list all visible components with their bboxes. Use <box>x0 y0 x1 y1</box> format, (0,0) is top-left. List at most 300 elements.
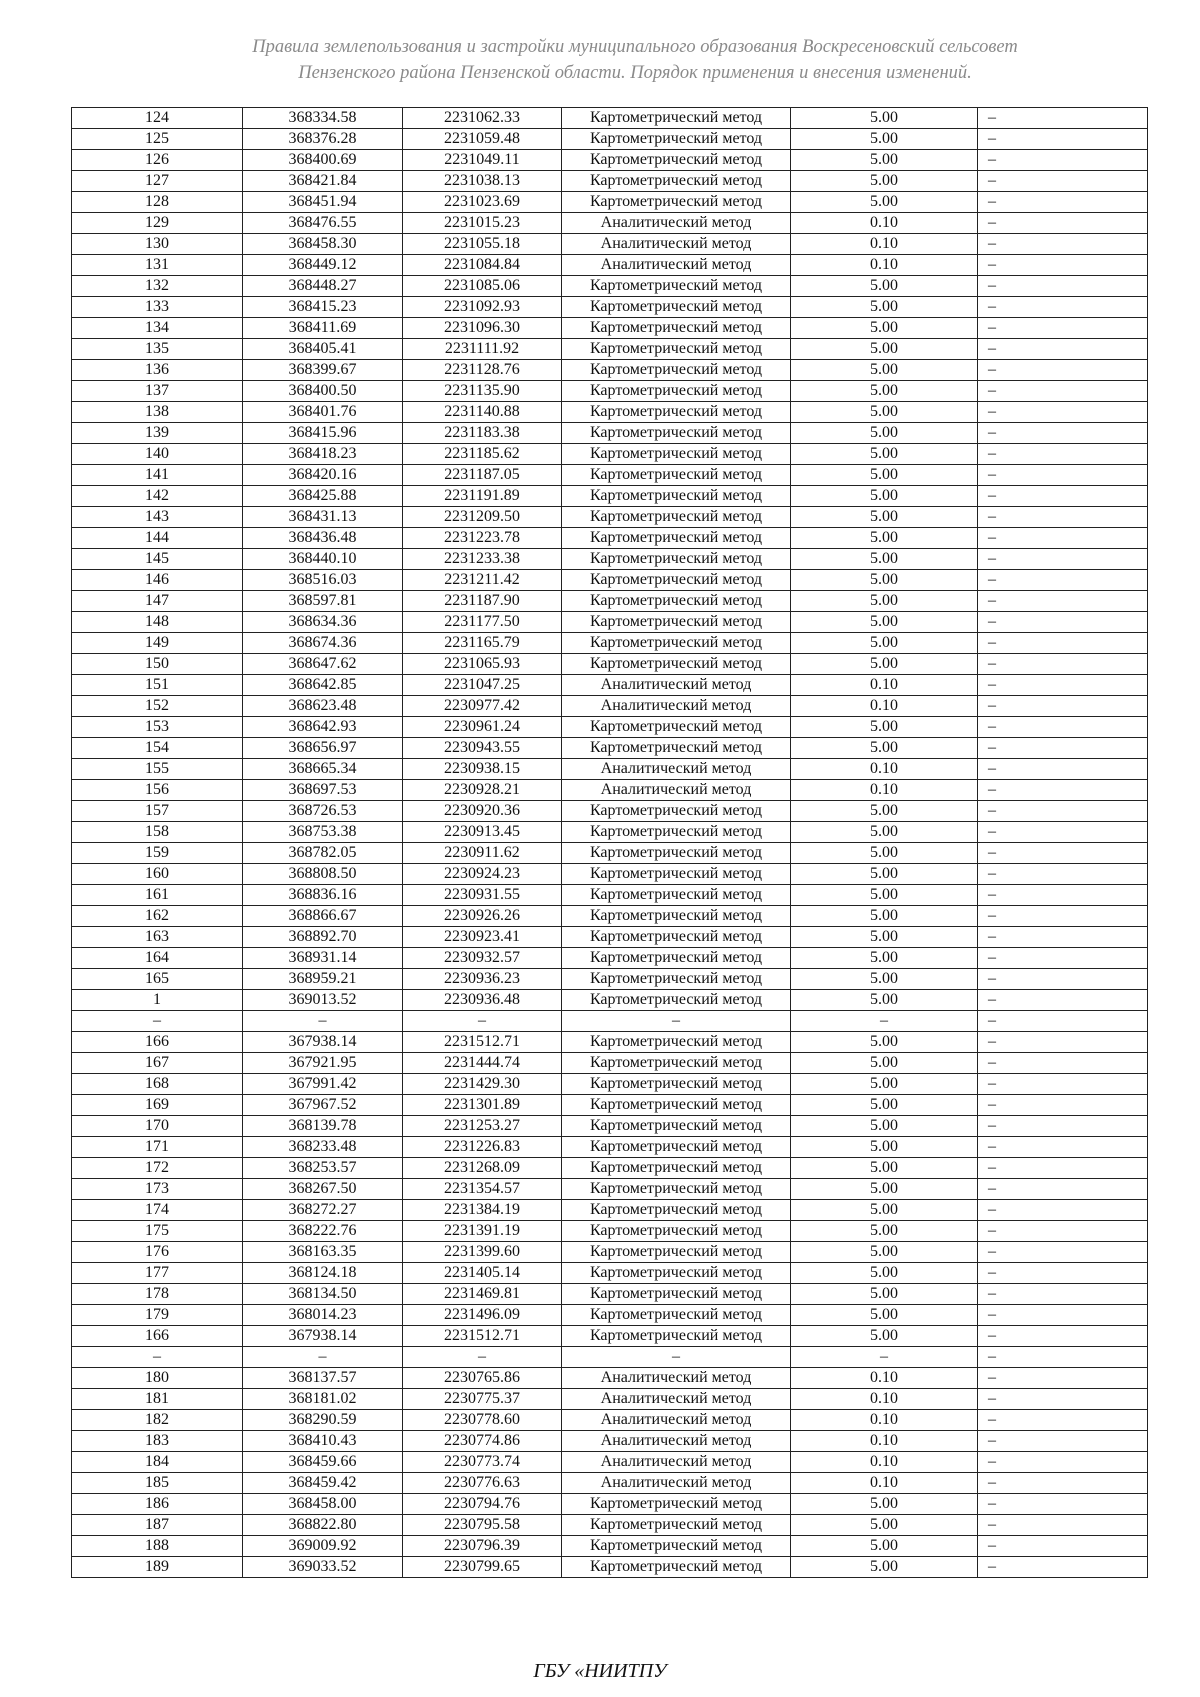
coord-x: 368415.23 <box>243 297 403 318</box>
accuracy: 5.00 <box>791 990 978 1011</box>
accuracy: 0.10 <box>791 780 978 801</box>
point-number: 187 <box>72 1515 243 1536</box>
point-number: 177 <box>72 1263 243 1284</box>
coord-y: 2230795.58 <box>403 1515 562 1536</box>
table-row <box>72 444 1148 465</box>
method: Картометрический метод <box>562 318 791 339</box>
point-number: 129 <box>72 213 243 234</box>
table-row <box>72 843 1148 864</box>
error-cell: – <box>978 906 1148 927</box>
table-row <box>72 339 1148 360</box>
method: Картометрический метод <box>562 864 791 885</box>
error-cell: – <box>978 1053 1148 1074</box>
accuracy: 0.10 <box>791 1473 978 1494</box>
table-row <box>72 1326 1148 1347</box>
method: Картометрический метод <box>562 171 791 192</box>
point-number: 179 <box>72 1305 243 1326</box>
point-number: 182 <box>72 1410 243 1431</box>
error-cell: – <box>978 150 1148 171</box>
table-row <box>72 570 1148 591</box>
coord-x: 368642.93 <box>243 717 403 738</box>
accuracy: 5.00 <box>791 1137 978 1158</box>
method: Картометрический метод <box>562 507 791 528</box>
error-cell: – <box>978 633 1148 654</box>
accuracy: 5.00 <box>791 297 978 318</box>
method: Картометрический метод <box>562 150 791 171</box>
coord-x: 368137.57 <box>243 1368 403 1389</box>
coord-y: 2230775.37 <box>403 1389 562 1410</box>
method: Аналитический метод <box>562 255 791 276</box>
error-cell: – <box>978 171 1148 192</box>
accuracy: 5.00 <box>791 108 978 129</box>
point-number: 131 <box>72 255 243 276</box>
error-cell: – <box>978 549 1148 570</box>
table-row <box>72 1095 1148 1116</box>
error-cell: – <box>978 843 1148 864</box>
accuracy: 5.00 <box>791 885 978 906</box>
point-number: 164 <box>72 948 243 969</box>
table-row <box>72 1221 1148 1242</box>
accuracy: 0.10 <box>791 255 978 276</box>
coord-y: 2231301.89 <box>403 1095 562 1116</box>
table-row <box>72 591 1148 612</box>
table-row <box>72 1032 1148 1053</box>
coord-y: 2230796.39 <box>403 1536 562 1557</box>
error-cell: – <box>978 1011 1148 1032</box>
accuracy: 5.00 <box>791 1536 978 1557</box>
error-cell: – <box>978 402 1148 423</box>
point-number: 125 <box>72 129 243 150</box>
coord-x: 368420.16 <box>243 465 403 486</box>
coord-y: 2230778.60 <box>403 1410 562 1431</box>
coord-x: 368405.41 <box>243 339 403 360</box>
point-number: 135 <box>72 339 243 360</box>
point-number: 165 <box>72 969 243 990</box>
table-row <box>72 1431 1148 1452</box>
table-row <box>72 759 1148 780</box>
coord-y: 2231429.30 <box>403 1074 562 1095</box>
coord-y: 2231211.42 <box>403 570 562 591</box>
coord-x: 368267.50 <box>243 1179 403 1200</box>
method: Картометрический метод <box>562 1179 791 1200</box>
point-number: 154 <box>72 738 243 759</box>
coord-x: 368647.62 <box>243 654 403 675</box>
coord-y: 2230977.42 <box>403 696 562 717</box>
method: Картометрический метод <box>562 570 791 591</box>
point-number: 172 <box>72 1158 243 1179</box>
point-number: 151 <box>72 675 243 696</box>
point-number: 128 <box>72 192 243 213</box>
coord-x: 368411.69 <box>243 318 403 339</box>
accuracy: 5.00 <box>791 276 978 297</box>
accuracy: 0.10 <box>791 234 978 255</box>
error-cell: – <box>978 528 1148 549</box>
point-number: 185 <box>72 1473 243 1494</box>
accuracy: 5.00 <box>791 822 978 843</box>
error-cell: – <box>978 276 1148 297</box>
method: Картометрический метод <box>562 1263 791 1284</box>
point-number: 168 <box>72 1074 243 1095</box>
error-cell: – <box>978 1452 1148 1473</box>
table-row <box>72 234 1148 255</box>
table-row <box>72 1473 1148 1494</box>
coord-x: 368233.48 <box>243 1137 403 1158</box>
table-row <box>72 654 1148 675</box>
coord-y: 2230920.36 <box>403 801 562 822</box>
method: Картометрический метод <box>562 990 791 1011</box>
point-number: 142 <box>72 486 243 507</box>
error-cell: – <box>978 360 1148 381</box>
coord-y: 2231226.83 <box>403 1137 562 1158</box>
point-number: 162 <box>72 906 243 927</box>
coord-y: 2231038.13 <box>403 171 562 192</box>
table-row <box>72 780 1148 801</box>
accuracy: 5.00 <box>791 171 978 192</box>
error-cell: – <box>978 129 1148 150</box>
error-cell: – <box>978 255 1148 276</box>
table-row <box>72 696 1148 717</box>
error-cell: – <box>978 1200 1148 1221</box>
method: Картометрический метод <box>562 465 791 486</box>
method: Картометрический метод <box>562 192 791 213</box>
coord-y: 2230799.65 <box>403 1557 562 1578</box>
accuracy: 0.10 <box>791 696 978 717</box>
point-number: 184 <box>72 1452 243 1473</box>
accuracy: 0.10 <box>791 759 978 780</box>
accuracy: 5.00 <box>791 1557 978 1578</box>
accuracy: 0.10 <box>791 1389 978 1410</box>
method: Картометрический метод <box>562 1074 791 1095</box>
point-number: 139 <box>72 423 243 444</box>
point-number: 126 <box>72 150 243 171</box>
accuracy: 5.00 <box>791 927 978 948</box>
error-cell: – <box>978 1557 1148 1578</box>
coord-x: 368181.02 <box>243 1389 403 1410</box>
coord-y: 2231268.09 <box>403 1158 562 1179</box>
table-row <box>72 1284 1148 1305</box>
coord-y: 2231023.69 <box>403 192 562 213</box>
error-cell: – <box>978 1431 1148 1452</box>
error-cell: – <box>978 675 1148 696</box>
point-number: 160 <box>72 864 243 885</box>
point-number: 166 <box>72 1032 243 1053</box>
coord-x: 368959.21 <box>243 969 403 990</box>
coord-y: 2230773.74 <box>403 1452 562 1473</box>
table-row <box>72 255 1148 276</box>
accuracy: 5.00 <box>791 465 978 486</box>
method: Картометрический метод <box>562 360 791 381</box>
error-cell: – <box>978 1473 1148 1494</box>
table-row <box>72 675 1148 696</box>
coord-x: 367967.52 <box>243 1095 403 1116</box>
error-cell: – <box>978 864 1148 885</box>
coord-x: 368399.67 <box>243 360 403 381</box>
coord-y: 2231469.81 <box>403 1284 562 1305</box>
coord-y: 2231512.71 <box>403 1032 562 1053</box>
accuracy: 5.00 <box>791 150 978 171</box>
coord-x: 368436.48 <box>243 528 403 549</box>
table-row <box>72 906 1148 927</box>
method: Картометрический метод <box>562 717 791 738</box>
method: Картометрический метод <box>562 1221 791 1242</box>
point-number: 171 <box>72 1137 243 1158</box>
method: Аналитический метод <box>562 213 791 234</box>
table-row <box>72 1347 1148 1368</box>
accuracy: 5.00 <box>791 1158 978 1179</box>
error-cell: – <box>978 1074 1148 1095</box>
point-number: 175 <box>72 1221 243 1242</box>
point-number: 130 <box>72 234 243 255</box>
table-row <box>72 129 1148 150</box>
table-row <box>72 171 1148 192</box>
coord-x: 368674.36 <box>243 633 403 654</box>
method: Картометрический метод <box>562 969 791 990</box>
table-row <box>72 423 1148 444</box>
accuracy: 5.00 <box>791 549 978 570</box>
coord-y: 2231096.30 <box>403 318 562 339</box>
table-row <box>72 276 1148 297</box>
table-row <box>72 1263 1148 1284</box>
accuracy: 5.00 <box>791 192 978 213</box>
table-row <box>72 990 1148 1011</box>
coord-x: 368458.30 <box>243 234 403 255</box>
error-cell: – <box>978 213 1148 234</box>
method: Картометрический метод <box>562 1494 791 1515</box>
table-row <box>72 381 1148 402</box>
method: Картометрический метод <box>562 633 791 654</box>
accuracy: 0.10 <box>791 1431 978 1452</box>
table-row <box>72 360 1148 381</box>
table-row <box>72 150 1148 171</box>
coord-x: 368726.53 <box>243 801 403 822</box>
table-row <box>72 1368 1148 1389</box>
coord-x: 367921.95 <box>243 1053 403 1074</box>
error-cell: – <box>978 696 1148 717</box>
coord-x: 368656.97 <box>243 738 403 759</box>
error-cell: – <box>978 822 1148 843</box>
method: Картометрический метод <box>562 654 791 675</box>
table-row <box>72 528 1148 549</box>
method: Картометрический метод <box>562 1515 791 1536</box>
coord-y: 2230794.76 <box>403 1494 562 1515</box>
coord-x: 368665.34 <box>243 759 403 780</box>
point-number: 188 <box>72 1536 243 1557</box>
table-row <box>72 1179 1148 1200</box>
coord-y: 2231512.71 <box>403 1326 562 1347</box>
coord-y: 2231223.78 <box>403 528 562 549</box>
method: Картометрический метод <box>562 1284 791 1305</box>
accuracy: 5.00 <box>791 1221 978 1242</box>
table-row <box>72 801 1148 822</box>
coord-y: 2230774.86 <box>403 1431 562 1452</box>
table-row <box>72 1074 1148 1095</box>
point-number: 181 <box>72 1389 243 1410</box>
method: Аналитический метод <box>562 1473 791 1494</box>
accuracy: 5.00 <box>791 864 978 885</box>
error-cell: – <box>978 759 1148 780</box>
accuracy: 5.00 <box>791 1284 978 1305</box>
table-row <box>72 1494 1148 1515</box>
error-cell: – <box>978 969 1148 990</box>
point-number: 170 <box>72 1116 243 1137</box>
coord-y: 2231128.76 <box>403 360 562 381</box>
accuracy: 5.00 <box>791 1074 978 1095</box>
accuracy: 5.00 <box>791 381 978 402</box>
coord-y: 2231111.92 <box>403 339 562 360</box>
coord-y: 2231233.38 <box>403 549 562 570</box>
point-number: 148 <box>72 612 243 633</box>
error-cell: – <box>978 339 1148 360</box>
point-number: 159 <box>72 843 243 864</box>
method: Картометрический метод <box>562 1032 791 1053</box>
coord-y: 2230923.41 <box>403 927 562 948</box>
point-number: 163 <box>72 927 243 948</box>
table-row <box>72 1116 1148 1137</box>
point-number: – <box>72 1347 243 1368</box>
error-cell: – <box>978 654 1148 675</box>
coord-x: 368410.43 <box>243 1431 403 1452</box>
coord-y: – <box>403 1011 562 1032</box>
coord-x: 368597.81 <box>243 591 403 612</box>
point-number: 178 <box>72 1284 243 1305</box>
coord-y: 2231177.50 <box>403 612 562 633</box>
method: – <box>562 1011 791 1032</box>
coord-y: 2231049.11 <box>403 150 562 171</box>
table-row <box>72 318 1148 339</box>
method: Аналитический метод <box>562 696 791 717</box>
coord-x: 368139.78 <box>243 1116 403 1137</box>
error-cell: – <box>978 192 1148 213</box>
table-row <box>72 213 1148 234</box>
method: Аналитический метод <box>562 1431 791 1452</box>
error-cell: – <box>978 738 1148 759</box>
error-cell: – <box>978 1116 1148 1137</box>
coord-y: 2231253.27 <box>403 1116 562 1137</box>
table-row <box>72 192 1148 213</box>
method: Аналитический метод <box>562 675 791 696</box>
error-cell: – <box>978 1242 1148 1263</box>
method: Картометрический метод <box>562 423 791 444</box>
coord-y: 2231055.18 <box>403 234 562 255</box>
coord-x: 368451.94 <box>243 192 403 213</box>
coord-x: – <box>243 1347 403 1368</box>
error-cell: – <box>978 444 1148 465</box>
table-row <box>72 738 1148 759</box>
point-number: 132 <box>72 276 243 297</box>
coord-x: 368376.28 <box>243 129 403 150</box>
method: Картометрический метод <box>562 1116 791 1137</box>
accuracy: 0.10 <box>791 213 978 234</box>
point-number: 166 <box>72 1326 243 1347</box>
method: Картометрический метод <box>562 381 791 402</box>
table-row <box>72 717 1148 738</box>
accuracy: 5.00 <box>791 1116 978 1137</box>
coord-x: 368476.55 <box>243 213 403 234</box>
error-cell: – <box>978 1284 1148 1305</box>
method: Картометрический метод <box>562 927 791 948</box>
table-row <box>72 1137 1148 1158</box>
method: Картометрический метод <box>562 1158 791 1179</box>
method: Аналитический метод <box>562 234 791 255</box>
accuracy: 5.00 <box>791 1032 978 1053</box>
accuracy: 5.00 <box>791 906 978 927</box>
accuracy: 5.00 <box>791 528 978 549</box>
coord-y: 2230926.26 <box>403 906 562 927</box>
coord-y: 2231191.89 <box>403 486 562 507</box>
method: Картометрический метод <box>562 1200 791 1221</box>
coord-x: 367991.42 <box>243 1074 403 1095</box>
error-cell: – <box>978 885 1148 906</box>
coord-x: 368400.50 <box>243 381 403 402</box>
point-number: 161 <box>72 885 243 906</box>
accuracy: 5.00 <box>791 717 978 738</box>
coord-y: 2231384.19 <box>403 1200 562 1221</box>
error-cell: – <box>978 612 1148 633</box>
coord-y: 2231062.33 <box>403 108 562 129</box>
accuracy: 5.00 <box>791 507 978 528</box>
method: Аналитический метод <box>562 759 791 780</box>
point-number: 176 <box>72 1242 243 1263</box>
table-row <box>72 486 1148 507</box>
accuracy: 5.00 <box>791 1515 978 1536</box>
accuracy: 5.00 <box>791 591 978 612</box>
coord-x: 368124.18 <box>243 1263 403 1284</box>
table-row <box>72 507 1148 528</box>
method: Картометрический метод <box>562 738 791 759</box>
error-cell: – <box>978 234 1148 255</box>
error-cell: – <box>978 717 1148 738</box>
coord-y: – <box>403 1347 562 1368</box>
coord-y: 2230961.24 <box>403 717 562 738</box>
method: Картометрический метод <box>562 486 791 507</box>
table-row <box>72 1011 1148 1032</box>
method: Картометрический метод <box>562 129 791 150</box>
table-row <box>72 969 1148 990</box>
coord-y: 2231399.60 <box>403 1242 562 1263</box>
table-row <box>72 885 1148 906</box>
point-number: 158 <box>72 822 243 843</box>
point-number: 143 <box>72 507 243 528</box>
coord-x: 368014.23 <box>243 1305 403 1326</box>
point-number: 147 <box>72 591 243 612</box>
error-cell: – <box>978 423 1148 444</box>
coord-y: 2230932.57 <box>403 948 562 969</box>
coord-y: 2231183.38 <box>403 423 562 444</box>
error-cell: – <box>978 990 1148 1011</box>
coord-y: 2231185.62 <box>403 444 562 465</box>
coord-x: 368334.58 <box>243 108 403 129</box>
point-number: 180 <box>72 1368 243 1389</box>
coord-y: 2231496.09 <box>403 1305 562 1326</box>
header-line-1: Правила землепользования и застройки муниципального образования Воскресеновский сельсовет <box>252 37 1018 57</box>
error-cell: – <box>978 318 1148 339</box>
accuracy: 5.00 <box>791 486 978 507</box>
method: Картометрический метод <box>562 801 791 822</box>
error-cell: – <box>978 927 1148 948</box>
error-cell: – <box>978 486 1148 507</box>
page-header <box>150 34 1120 86</box>
accuracy: – <box>791 1347 978 1368</box>
method: Картометрический метод <box>562 1305 791 1326</box>
accuracy: 5.00 <box>791 129 978 150</box>
accuracy: 0.10 <box>791 1368 978 1389</box>
point-number: – <box>72 1011 243 1032</box>
coord-x: 368642.85 <box>243 675 403 696</box>
coord-y: 2230936.23 <box>403 969 562 990</box>
coord-x: 369013.52 <box>243 990 403 1011</box>
coord-x: 369009.92 <box>243 1536 403 1557</box>
point-number: 136 <box>72 360 243 381</box>
